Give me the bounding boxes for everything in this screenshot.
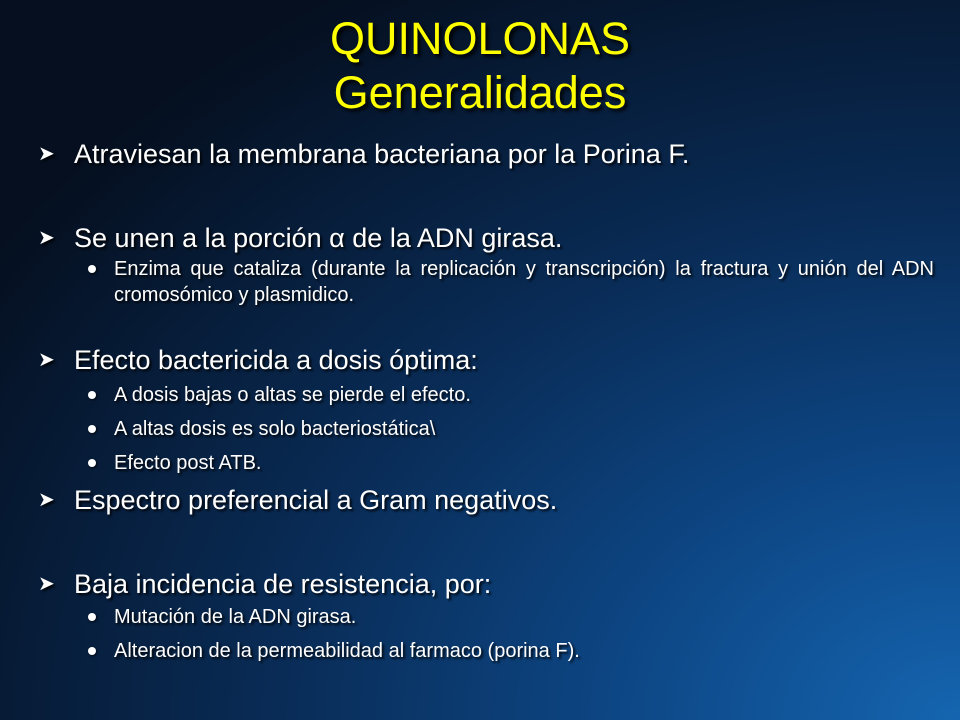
bullet-text: Efecto bactericida a dosis óptima:	[74, 345, 478, 375]
sub-bullet-item	[38, 604, 934, 630]
dot-bullet-icon	[88, 459, 96, 467]
dot-bullet-icon	[88, 265, 96, 273]
bullet-item	[38, 482, 934, 518]
title-line-1: QUINOLONAS	[329, 13, 631, 64]
sub-bullet-item	[38, 450, 934, 476]
arrow-bullet-icon: ➤	[38, 349, 55, 371]
sub-bullet-text: Alteracion de la permeabilidad al farmaco (porina F).	[114, 640, 580, 662]
arrow-bullet-icon: ➤	[38, 489, 55, 511]
bullet-text: Se unen a la porción α de la ADN girasa.	[74, 223, 563, 253]
arrow-bullet-icon: ➤	[38, 143, 55, 165]
dot-bullet-icon	[88, 425, 96, 433]
arrow-bullet-icon: ➤	[38, 573, 55, 595]
slide-content	[38, 136, 934, 664]
bullet-item	[38, 566, 934, 602]
arrow-bullet-icon: ➤	[38, 227, 55, 249]
sub-bullet-text: Efecto post ATB.	[114, 452, 262, 474]
sub-bullet-item	[38, 638, 934, 664]
dot-bullet-icon	[88, 613, 96, 621]
bullet-text: Espectro preferencial a Gram negativos.	[74, 485, 558, 515]
sub-bullet-text: A altas dosis es solo bacteriostática\	[114, 418, 436, 440]
sub-bullet-text: Enzima que cataliza (durante la replicación y transcripción) la fractura y unión del ADN cromosómico y plasmidico.	[114, 258, 934, 306]
bullet-text: Atraviesan la membrana bacteriana por la Porina F.	[74, 139, 690, 169]
bullet-item	[38, 220, 934, 256]
sub-bullet-item	[38, 416, 934, 442]
dot-bullet-icon	[88, 391, 96, 399]
sub-bullet-text: Mutación de la ADN girasa.	[114, 606, 357, 628]
sub-bullet-item	[38, 382, 934, 408]
bullet-item	[38, 136, 934, 172]
slide-title	[0, 12, 960, 120]
bullet-text: Baja incidencia de resistencia, por:	[74, 569, 492, 599]
title-line-2: Generalidades	[333, 67, 627, 118]
bullet-item	[38, 342, 934, 378]
sub-bullet-item	[38, 256, 934, 308]
sub-bullet-text: A dosis bajas o altas se pierde el efecto.	[114, 384, 471, 406]
dot-bullet-icon	[88, 647, 96, 655]
